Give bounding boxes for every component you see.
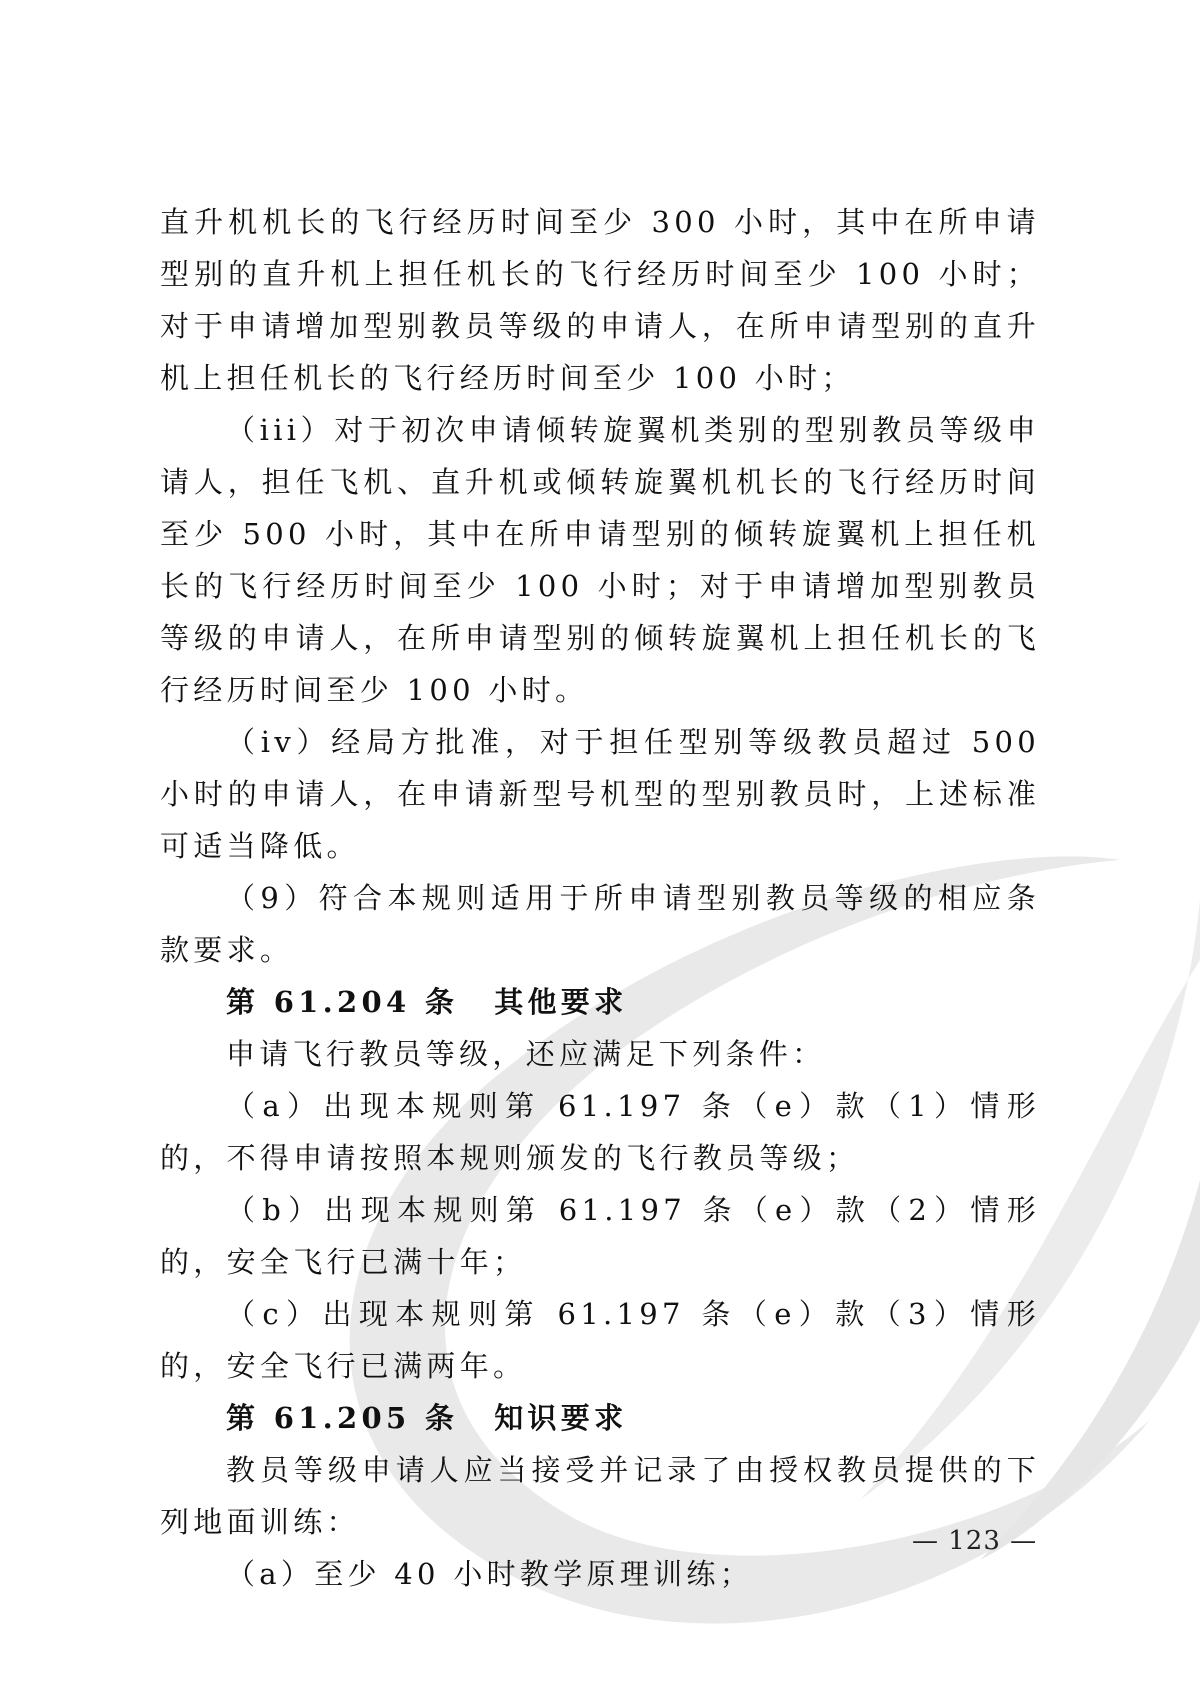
section-number: 第 61.205 条 (226, 1401, 459, 1435)
section-title: 知识要求 (494, 1401, 628, 1435)
section-number: 第 61.204 条 (226, 985, 459, 1019)
paragraph: （a）出现本规则第 61.197 条（e）款（1）情形的，不得申请按照本规则颁发的飞行教员等级； (160, 1089, 1040, 1175)
paragraph: 教员等级申请人应当接受并记录了由授权教员提供的下列地面训练： (160, 1453, 1040, 1539)
paragraph: （b）出现本规则第 61.197 条（e）款（2）情形的，安全飞行已满十年； (160, 1193, 1040, 1279)
paragraph: （iii）对于初次申请倾转旋翼机类别的型别教员等级申请人，担任飞机、直升机或倾转旋翼机机长的飞行经历时间至少 500 小时，其中在所申请型别的倾转旋翼机上担任机长的飞行经历时间至少 100 小时；对于申请增加型别教员等级的申请人，在所申请型别的倾转旋翼机上担任机长的飞行经历时间至少 100 小时。 (160, 413, 1040, 707)
paragraph: 直升机机长的飞行经历时间至少 300 小时，其中在所申请型别的直升机上担任机长的飞行经历时间至少 100 小时；对于申请增加型别教员等级的申请人，在所申请型别的直升机上担任机长的飞行经历时间至少 100 小时； (160, 205, 1040, 395)
paragraph: 申请飞行教员等级，还应满足下列条件： (226, 1037, 826, 1071)
section-heading (160, 1392, 1040, 1444)
paragraph: （9）符合本规则适用于所申请型别教员等级的相应条款要求。 (160, 881, 1040, 967)
paragraph: （a）至少 40 小时教学原理训练； (226, 1557, 754, 1591)
body-text (160, 196, 1040, 1600)
section-heading (160, 976, 1040, 1028)
paragraph: （iv）经局方批准，对于担任型别等级教员超过 500 小时的申请人，在申请新型号机型的型别教员时，上述标准可适当降低。 (160, 725, 1040, 863)
section-title: 其他要求 (494, 985, 628, 1019)
page-number: — 123 — (912, 1526, 1038, 1556)
paragraph: （c）出现本规则第 61.197 条（e）款（3）情形的，安全飞行已满两年。 (160, 1297, 1040, 1383)
